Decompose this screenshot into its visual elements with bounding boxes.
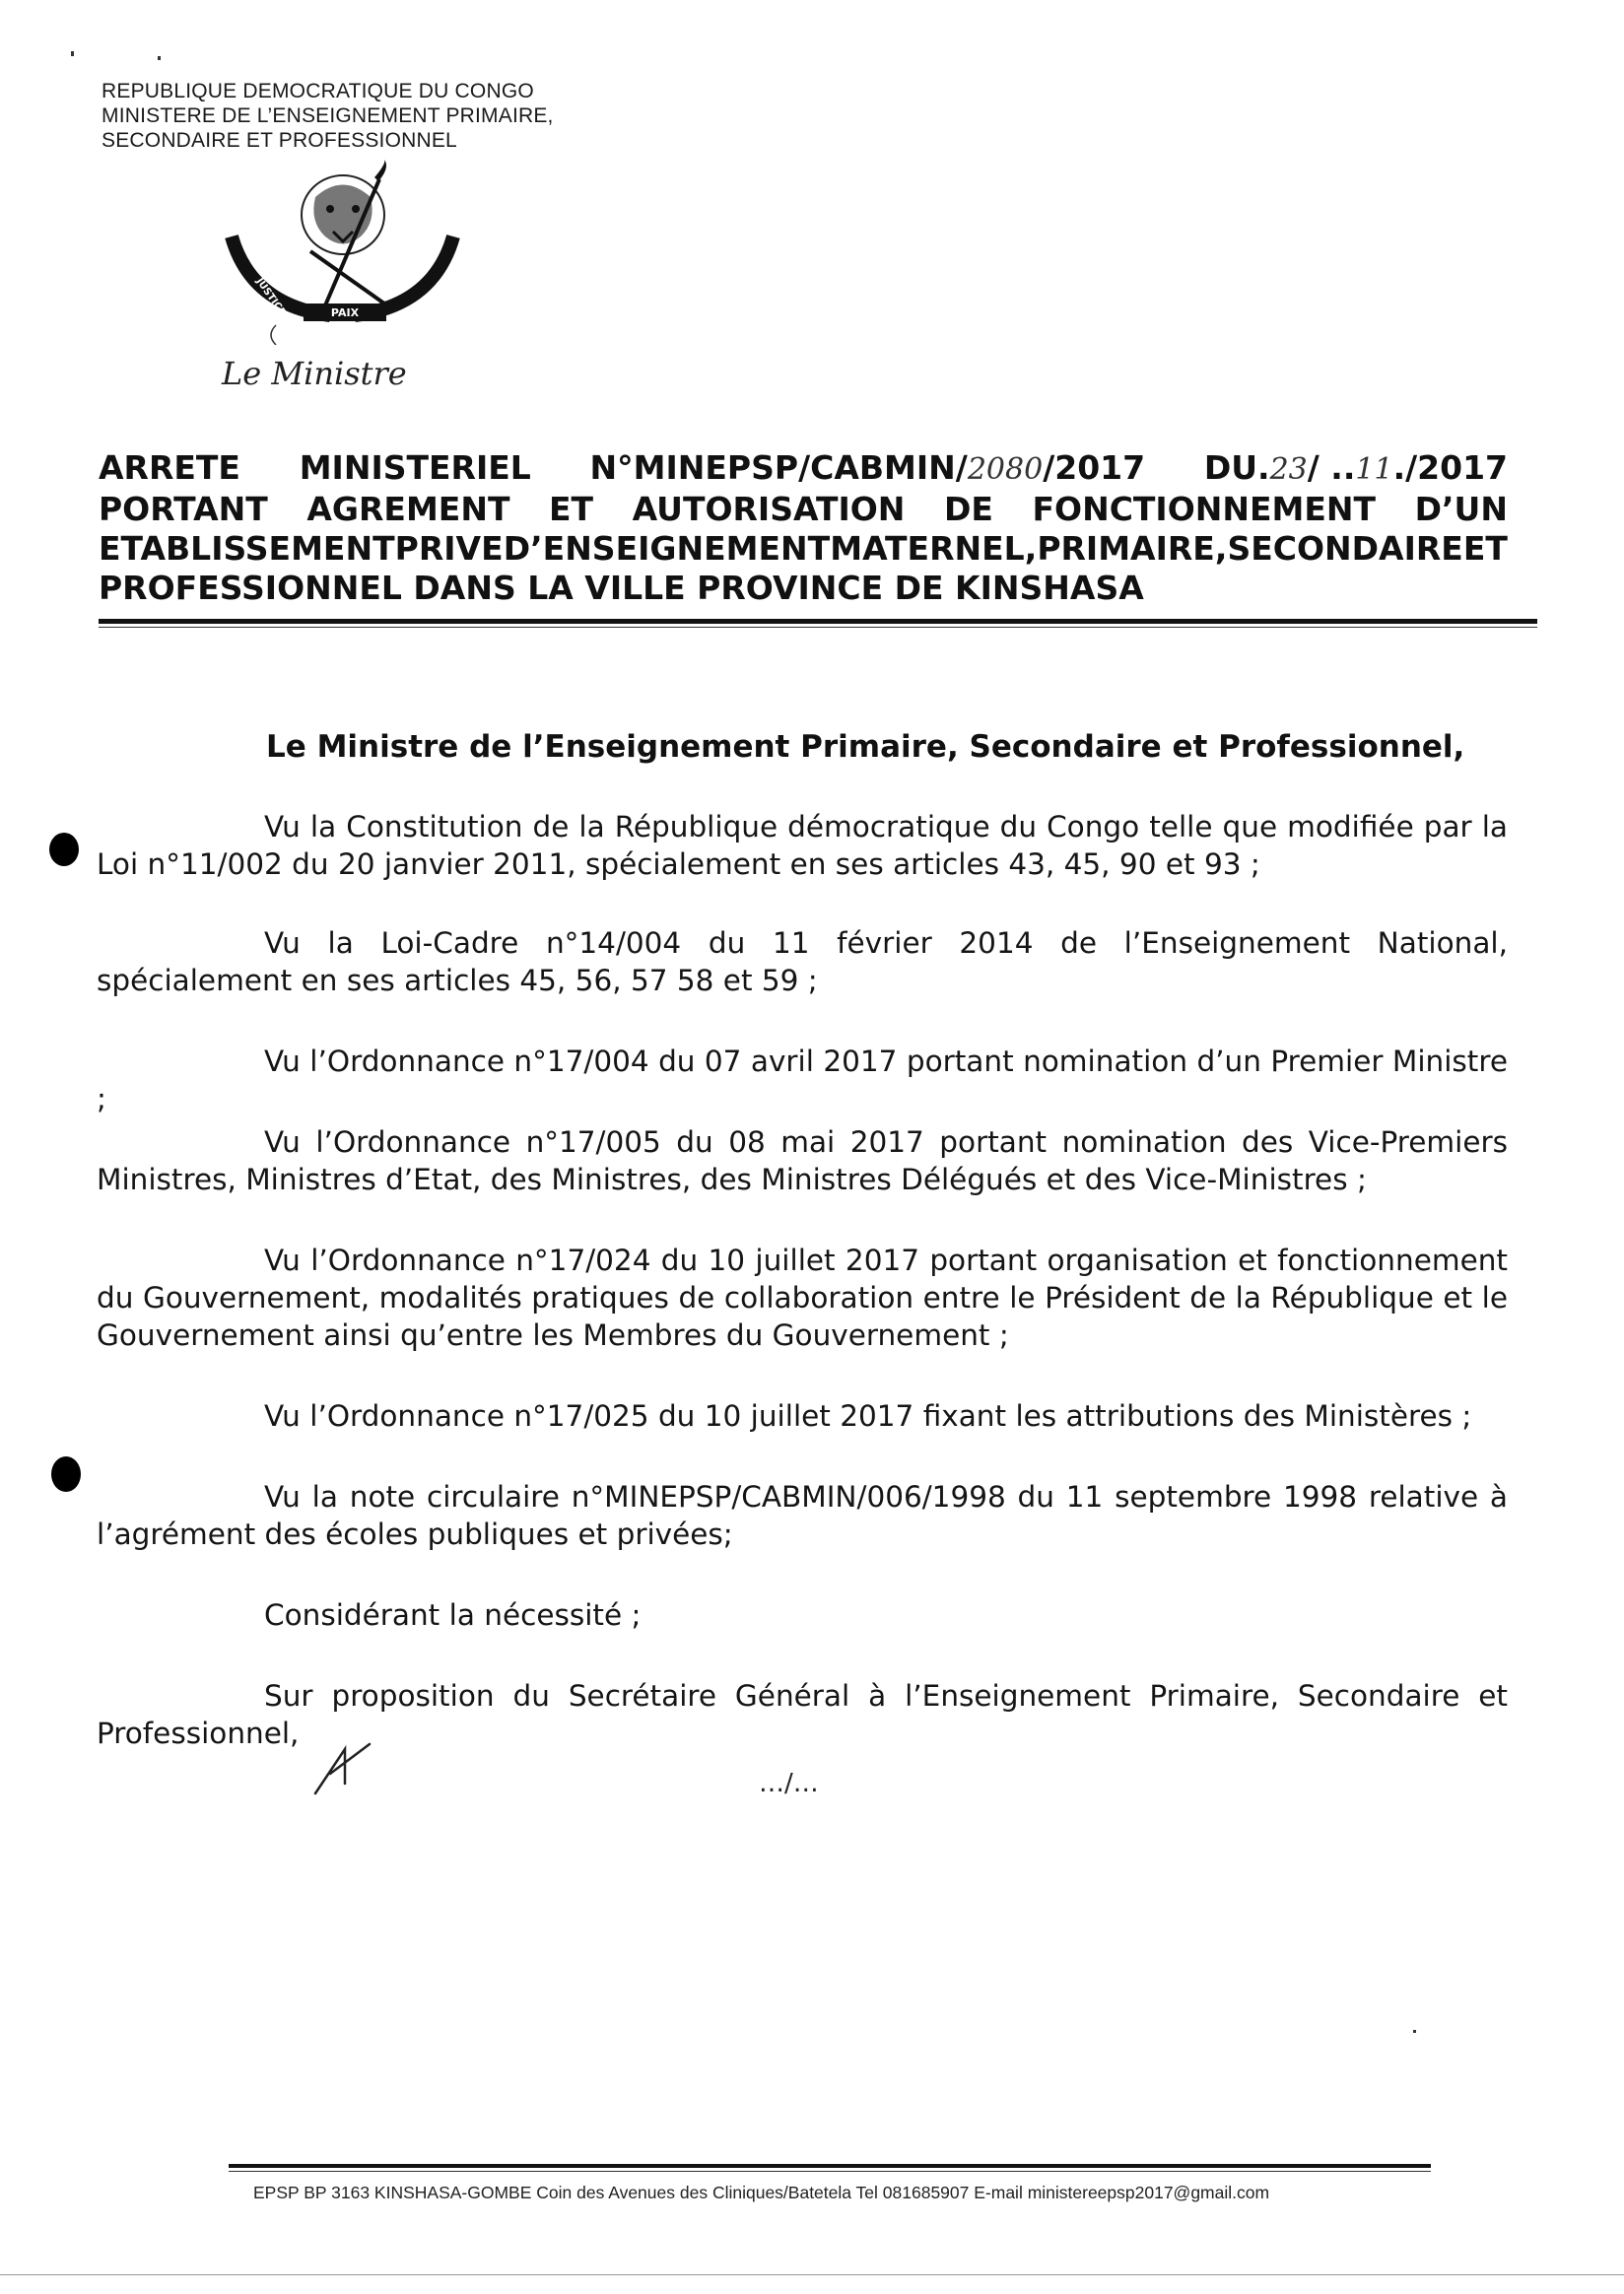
svg-text:JUSTICE: JUSTICE — [253, 276, 288, 318]
decree-number: N°MINEPSP/CABMIN/2080/2017 — [589, 448, 1146, 487]
letterhead-ministry-cont: SECONDAIRE ET PROFESSIONNEL — [102, 129, 457, 152]
title-word: PRIVE — [394, 529, 504, 568]
title-word: ARRETE — [99, 448, 240, 487]
title-divider — [99, 619, 1537, 624]
title-word: ET — [1462, 529, 1508, 568]
decree-title-row-1 — [99, 448, 1508, 490]
footer-divider-thin — [229, 2171, 1431, 2172]
scan-speck — [1413, 2030, 1416, 2033]
title-word: MATERNEL, — [830, 529, 1038, 568]
letterhead-country: REPUBLIQUE DEMOCRATIQUE DU CONGO — [102, 80, 534, 102]
handwritten-day: 23 — [1269, 452, 1308, 487]
punch-hole-mark — [49, 833, 79, 866]
title-word: DE — [943, 490, 993, 528]
paragraph-note-circulaire: Vu la note circulaire n°MINEPSP/CABMIN/006/1998 du 11 septembre 1998 relative à l’agrément des écoles publiques et privées; — [97, 1480, 1508, 1551]
coat-of-arms-emblem — [217, 158, 473, 345]
footer-divider — [229, 2164, 1431, 2168]
footer-address: EPSP BP 3163 KINSHASA-GOMBE Coin des Avenues des Cliniques/Batetela Tel 081685907 E-mail ministereepsp2017@gmail.com — [253, 2183, 1270, 2202]
paragraph-loi-cadre: Vu la Loi-Cadre n°14/004 du 11 février 2014 de l’Enseignement National, spécialement en ses articles 45, 56, 57 58 et 59 ; — [97, 926, 1508, 997]
punch-hole-mark — [51, 1456, 81, 1492]
title-word: D’ENSEIGNEMENT — [503, 529, 831, 568]
paragraph-ordonnance-004: Vu l’Ordonnance n°17/004 du 07 avril 2017 portant nomination d’un Premier Ministre ; — [97, 1045, 1508, 1115]
title-divider-thin — [99, 627, 1537, 628]
title-word: PORTANT — [99, 490, 268, 528]
paragraph-considerant: Considérant la nécessité ; — [264, 1598, 642, 1632]
decree-title-row-2 — [99, 490, 1508, 529]
title-word: AUTORISATION — [632, 490, 906, 528]
scan-edge — [0, 2274, 1624, 2275]
continuation-marker: …/… — [759, 1769, 819, 1798]
paragraph-ordonnance-025: Vu l’Ordonnance n°17/025 du 10 juillet 2017 fixant les attributions des Ministères ; — [264, 1399, 1472, 1433]
letterhead — [102, 79, 554, 153]
svg-text:TRAVAIL: TRAVAIL — [405, 232, 441, 276]
title-word: ETABLISSEMENT — [99, 529, 395, 568]
minister-label: Le Ministre — [222, 355, 407, 392]
title-word: D’UN — [1414, 490, 1508, 528]
paragraph-ordonnance-005: Vu l’Ordonnance n°17/005 du 08 mai 2017 portant nomination des Vice-Premiers Ministres, Ministres d’Etat, des Ministres, des Ministres Délégués et des Vice-Ministres ; — [97, 1125, 1508, 1196]
decree-title-row-4: PROFESSIONNEL DANS LA VILLE PROVINCE DE KINSHASA — [99, 569, 1144, 607]
handwritten-initial-mark — [310, 1739, 379, 1798]
title-word: ET — [549, 490, 594, 528]
decree-title-row-3 — [99, 529, 1508, 569]
decree-date: DU.23/ ..11./2017 — [1203, 448, 1508, 487]
title-word: MINISTERIEL — [299, 448, 531, 487]
letterhead-ministry: MINISTERE DE L’ENSEIGNEMENT PRIMAIRE, — [102, 104, 554, 127]
svg-text:PAIX: PAIX — [330, 306, 360, 319]
paragraph-ordonnance-024: Vu l’Ordonnance n°17/024 du 10 juillet 2017 portant organisation et fonctionnement du Gouvernement, modalités pratiques de collaboration entre le Président de la République et le Gouvernement ainsi qu’entre les Membres du Gouvernement ; — [97, 1244, 1508, 1352]
title-word: SECONDAIRE — [1227, 529, 1463, 568]
decree-title — [99, 448, 1508, 608]
title-word: PRIMAIRE, — [1037, 529, 1228, 568]
scan-speck — [71, 51, 74, 56]
minister-heading: Le Ministre de l’Enseignement Primaire, Secondaire et Professionnel, — [266, 729, 1465, 765]
title-word: AGREMENT — [306, 490, 510, 528]
paragraph-constitution: Vu la Constitution de la République démocratique du Congo telle que modifiée par la Loi n°11/002 du 20 janvier 2011, spécialement en ses articles 43, 45, 90 et 93 ; — [97, 810, 1508, 881]
paragraph-proposition: Sur proposition du Secrétaire Général à l’Enseignement Primaire, Secondaire et Professionnel, — [97, 1679, 1508, 1750]
handwritten-number: 2080 — [967, 452, 1044, 487]
title-word: FONCTIONNEMENT — [1032, 490, 1377, 528]
handwritten-month: 11 — [1355, 452, 1393, 487]
scan-speck — [158, 56, 161, 60]
